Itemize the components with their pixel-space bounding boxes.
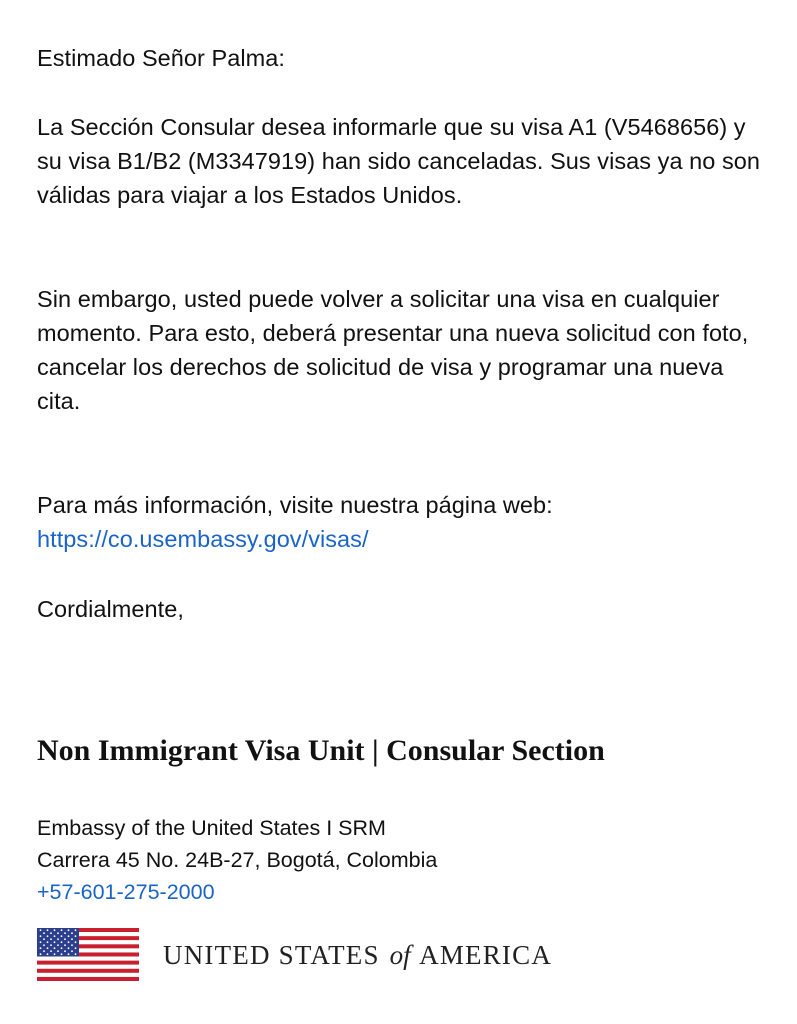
signature-embassy: Embassy of the United States I SRM <box>37 816 386 840</box>
closing: Cordialmente, <box>37 596 184 622</box>
paragraph-visa-cancelled: La Sección Consular desea informarle que su visa A1 (V5468656) y su visa B1/B2 (M3347919) han sido canceladas. Sus visas ya no son válidas para viajar a los Estados Unidos. <box>37 114 761 208</box>
wordmark-of: of <box>389 940 411 970</box>
visas-website-link[interactable]: https://co.usembassy.gov/visas/ <box>37 526 369 552</box>
united-states-of-america-wordmark <box>163 937 552 973</box>
us-flag-icon <box>37 928 139 981</box>
signature-phone-link[interactable]: +57-601-275-2000 <box>37 880 215 904</box>
info-text: Para más información, visite nuestra página web: <box>37 492 553 518</box>
signature-unit-title: Non Immigrant Visa Unit | Consular Section <box>37 734 605 767</box>
greeting: Estimado Señor Palma: <box>37 45 285 71</box>
wordmark-united-states: UNITED STATES <box>163 940 380 970</box>
wordmark-america: AMERICA <box>419 940 553 970</box>
paragraph-reapply: Sin embargo, usted puede volver a solicitar una visa en cualquier momento. Para esto, deberá presentar una nueva solicitud con foto, cancelar los derechos de solicitud de visa y programar una nueva cita. <box>37 286 749 414</box>
signature-address: Carrera 45 No. 24B-27, Bogotá, Colombia <box>37 848 438 872</box>
